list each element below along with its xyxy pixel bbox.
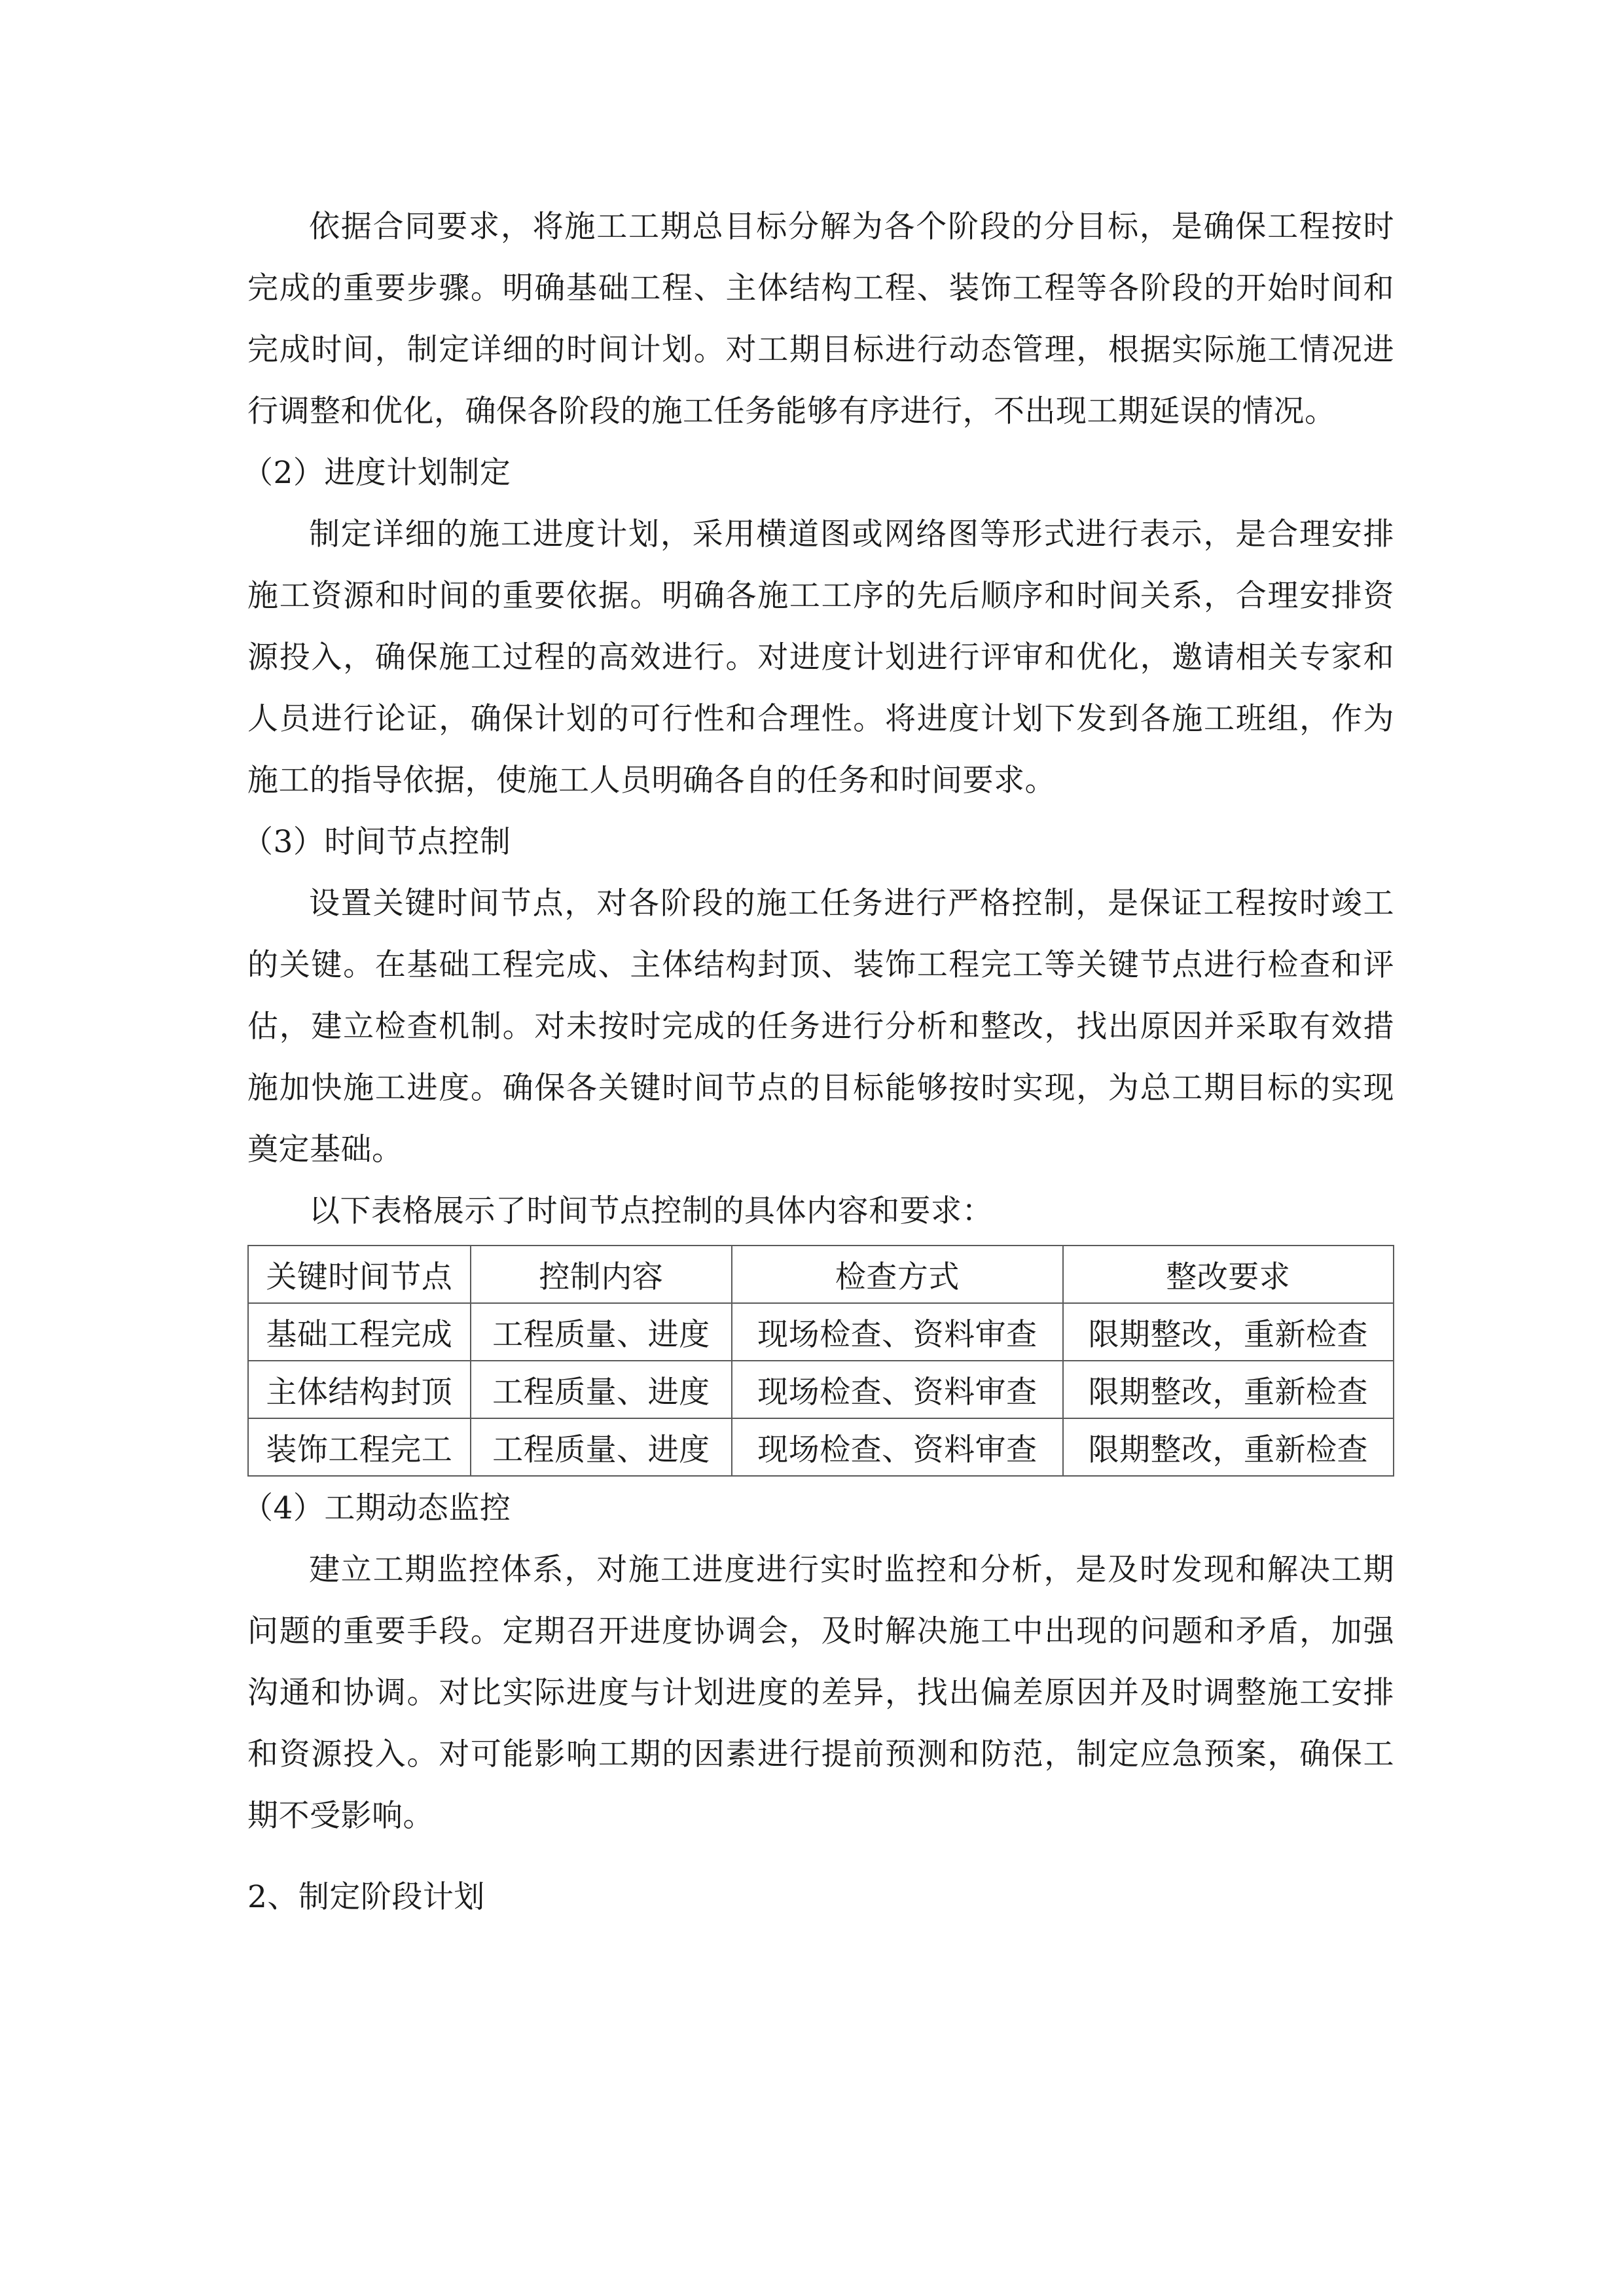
table-header-cell: 整改要求 <box>1063 1246 1394 1303</box>
table-cell: 工程质量、进度 <box>471 1361 732 1418</box>
table-intro: 以下表格展示了时间节点控制的具体内容和要求： <box>309 1193 993 1229</box>
table-cell: 现场检查、资料审查 <box>732 1303 1062 1361</box>
table-cell: 装饰工程完工 <box>248 1418 471 1476</box>
table-cell: 现场检查、资料审查 <box>732 1418 1062 1476</box>
table-cell: 工程质量、进度 <box>471 1418 732 1476</box>
table-row <box>248 1361 1394 1418</box>
table-cell: 现场检查、资料审查 <box>732 1361 1062 1418</box>
table-cell: 限期整改，重新检查 <box>1063 1418 1394 1476</box>
table-header-cell: 控制内容 <box>471 1246 732 1303</box>
table-cell: 工程质量、进度 <box>471 1303 732 1361</box>
table-cell: 主体结构封顶 <box>248 1361 471 1418</box>
table-row <box>248 1303 1394 1361</box>
table-header-cell: 关键时间节点 <box>248 1246 471 1303</box>
paragraph-schedule-goal: 依据合同要求，将施工工期总目标分解为各个阶段的分目标，是确保工程按时完成的重要步骤。明确基础工程、主体结构工程、装饰工程等各阶段的开始时间和完成时间，制定详细的时间计划。对工期目标进行动态管理，根据实际施工情况进行调整和优化，确保各阶段的施工任务能够有序进行，不出现工期延误的情况。 <box>247 209 1394 429</box>
table-row <box>248 1418 1394 1476</box>
table-header-cell: 检查方式 <box>732 1246 1062 1303</box>
time-node-table <box>247 1245 1394 1477</box>
paragraph-progress-plan: 制定详细的施工进度计划，采用横道图或网络图等形式进行表示，是合理安排施工资源和时间的重要依据。明确各施工工序的先后顺序和时间关系，合理安排资源投入，确保施工过程的高效进行。对进度计划进行评审和优化，邀请相关专家和人员进行论证，确保计划的可行性和合理性。将进度计划下发到各施工班组，作为施工的指导依据，使施工人员明确各自的任务和时间要求。 <box>247 516 1394 798</box>
paragraph-time-node-control: 设置关键时间节点，对各阶段的施工任务进行严格控制，是保证工程按时竣工的关键。在基础工程完成、主体结构封顶、装饰工程完工等关键节点进行检查和评估，建立检查机制。对未按时完成的任务进行分析和整改，找出原因并采取有效措施加快施工进度。确保各关键时间节点的目标能够按时实现，为总工期目标的实现奠定基础。 <box>247 886 1394 1168</box>
heading-progress-plan: （2）进度计划制定 <box>242 455 511 491</box>
section-title-stage-plan: 2、制定阶段计划 <box>247 1879 485 1915</box>
table-cell: 限期整改，重新检查 <box>1063 1361 1394 1418</box>
table-cell: 限期整改，重新检查 <box>1063 1303 1394 1361</box>
table-header-row <box>248 1246 1394 1303</box>
paragraph-dynamic-monitoring: 建立工期监控体系，对施工进度进行实时监控和分析，是及时发现和解决工期问题的重要手段。定期召开进度协调会，及时解决施工中出现的问题和矛盾，加强沟通和协调。对比实际进度与计划进度的差异，找出偏差原因并及时调整施工安排和资源投入。对可能影响工期的因素进行提前预测和防范，制定应急预案，确保工期不受影响。 <box>247 1552 1394 1834</box>
table-cell: 基础工程完成 <box>248 1303 471 1361</box>
heading-time-node-control: （3）时间节点控制 <box>242 824 511 860</box>
document-body <box>242 196 1394 1928</box>
heading-dynamic-monitoring: （4）工期动态监控 <box>242 1490 511 1526</box>
